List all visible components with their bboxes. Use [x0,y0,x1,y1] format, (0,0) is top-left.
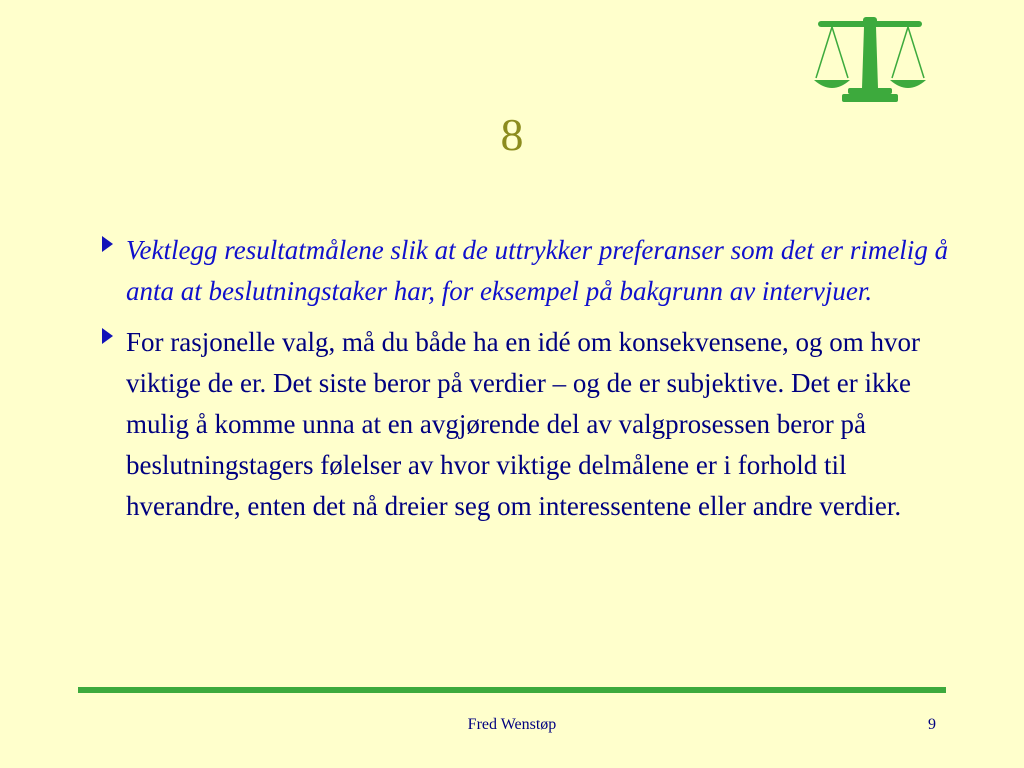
scales-of-justice-icon [808,14,932,106]
bullet-item [96,322,956,527]
bullet-arrow-icon [102,328,113,344]
bullet-text: For rasjonelle valg, må du både ha en idé om konsekvensene, og om hvor viktige de er. Det siste beror på verdier – og de er subjektive. Det er ikke mulig å komme unna at en avgjørende del av valgprosessen beror på beslutningstagers følelser av hvor viktige delmålene er i forhold til hverandre, enten det nå dreier seg om interessentene eller andre verdier. [126,327,921,521]
page-number: 9 [928,716,936,733]
bullet-list [96,230,956,537]
slide-title: 8 [500,109,524,160]
bullet-arrow-icon [102,236,113,252]
bullet-text: Vektlegg resultatmålene slik at de uttrykker preferanser som det er rimelig å anta at beslutningstaker har, for eksempel på bakgrunn av intervjuer. [126,235,949,306]
footer-divider [78,687,946,693]
bullet-item [96,230,956,312]
footer-author: Fred Wenstøp [467,716,557,733]
